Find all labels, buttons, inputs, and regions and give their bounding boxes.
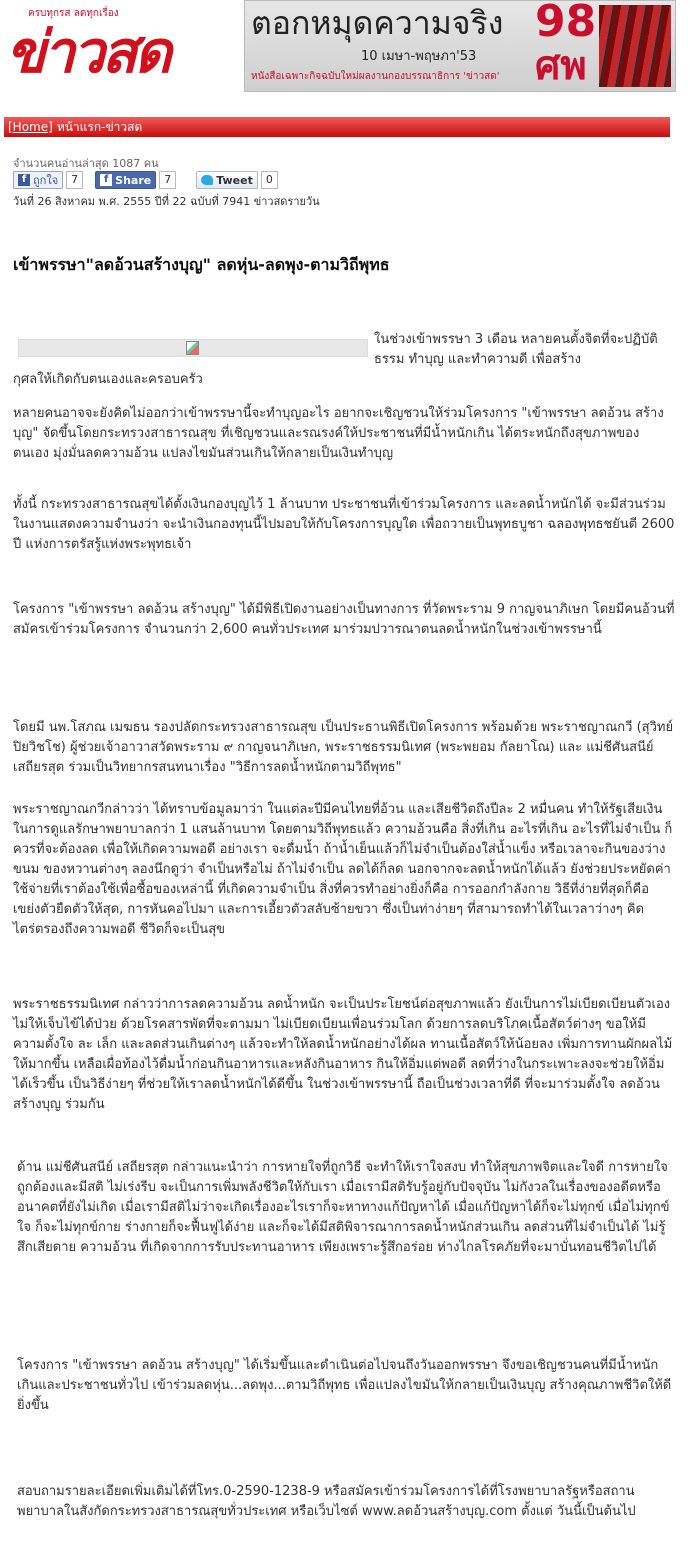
banner-title: ตอกหมุดความจริง — [251, 4, 504, 42]
article-headline: เข้าพรรษา"ลดอ้วนสร้างบุญ" ลดหุ่น-ลดพุง-ตามวิถีพุทธ — [13, 255, 390, 274]
banner-suffix: ศพ — [535, 43, 587, 89]
article-paragraph: ด้าน แม่ชีศันสนีย์ เสถียรสุต กล่าวแนะนำว่า การหายใจที่ถูกวิธี จะทำให้เราใจสงบ ทำให้สุขภาพจิตและใจดี การหายใจถูกต้องและมีสติ ไม่เร่งรีบ จะเป็นการเพิ่มพลังชีวิตให้กับเรา เมื่อเรามีสติรับรู้อยู่กับปัจจุบัน ไม่กังวลในเรื่องของอดีตหรืออนาคตที่ยังไม่เกิด เมื่อเรามีสติไม่ว่าจะเกิดเรื่องอะไรเราก็จะหาทางแก้ปัญหาได้ เมื่อแก้ปัญหาได้ก็จะไม่ทุกข์ เมื่อไม่ทุกข์ใจ ก็จะไม่ทุกข์กาย ร่างกายก็จะฟื้นฟูได้ง่าย และก็จะได้มีสติพิจารณาการลดน้ำหนักส่วนเกิน ลดส่วนที่ไม่จำเป็นได้ ไม่รู้สึกเสียดาย ความอ้วน ที่เกิดจากการรับประทานอาหาร เพียงเพราะรู้สึกอร่อย ห่างไกลโรคภัยที่จะมาบั่นทอนชีวิตไปได้ — [17, 1160, 670, 1255]
banner-number: 98 — [535, 0, 597, 47]
share-label: Share — [115, 173, 152, 187]
article-paragraph: ในช่วงเข้าพรรษา 3 เดือน หลายคนตั้งจิตที่จะปฏิบัติธรรม ทำบุญ และทำความดี เพื่อสร้าง — [374, 332, 658, 367]
logo-name: ข่าวสด — [6, 18, 169, 86]
broken-image-icon — [186, 341, 199, 355]
banner-dates: 10 เมษา-พฤษภา'53 — [361, 49, 477, 64]
article-paragraph: ทั้งนี้ กระทรวงสาธารณสุขได้ตั้งเงินกองบุญไว้ 1 ล้านบาท ประชาชนที่เข้าร่วมโครงการ และลดน้ำหนักได้ จะมีส่วนร่วมในงานแสดงความจำนงว่า จะนำเงินกองทุนนี้ไปมอบให้กับโครงการบุญใด เพื่อถวายเป็นพุทธบูชา ฉลองพุทธชยันตี 2600 ปี แห่งการตรัสรู้แห่งพระพุทธเจ้า — [13, 497, 675, 552]
breadcrumb-home-link[interactable]: [Home] — [8, 120, 53, 134]
facebook-share-button[interactable] — [95, 171, 156, 189]
article-paragraph: พระราชธรรมนิเทศ กล่าวว่าการลดความอ้วน ลดน้ำหนัก จะเป็นประโยชน์ต่อสุขภาพแล้ว ยังเป็นการไม่เบียดเบียนตัวเอง ไม่ให้เจ็บไข้ได้ป่วย ด้วยโรคสารพัดที่จะตามมา ไม่เบียดเบียนเพื่อนร่วมโลก ด้วยการลดบริโภคเนื้อสัตว์ต่างๆ ขอให้มีความตั้งใจ ละ เล็ก และลดส่วนเกินต่างๆ แล้วจะทำให้ลดน้ำหนักอย่างได้ผล ทานเนื้อสัตว์ให้น้อยลง เพิ่มการทานผักผลไม้ให้มากขึ้น เหลือเผื่อท้องไว้ดื่มน้ำก่อนกินอาหารและหลังกินอาหาร กินให้อิ่มแต่พอดี ลดที่ว่างในกระเพาะลงจะช่วยให้อิ่มได้เร็วขึ้น เป็นวิธีง่ายๆ ที่ช่วยให้เราลดน้ำหนักได้ดีขึ้น ในช่วงเข้าพรรษานี้ ถือเป็นช่วงเวลาที่ดี ที่จะมาร่วมตั้งใจ ลดอ้วน สร้างบุญ ร่วมกัน — [13, 997, 673, 1112]
facebook-like-button[interactable] — [13, 171, 63, 189]
promo-banner[interactable] — [244, 0, 676, 92]
article-paragraph: โครงการ "เข้าพรรษา ลดอ้วน สร้างบุญ" ได้เริ่มขึ้นและดำเนินต่อไปจนถึงวันออกพรรษา จึงขอเชิญชวนคนที่มีน้ำหนักเกินและประชาชนทั่วไป เข้าร่วมลดหุ่น...ลดพุง...ตามวิถีพุทธ เพื่อแปลงไขมันให้กลายเป็นเงินบุญ สร้างคุณภาพชีวิตให้ดียิ่งขึ้น — [17, 1358, 672, 1413]
facebook-icon: f — [18, 174, 30, 186]
tweet-button[interactable] — [196, 171, 258, 189]
facebook-icon: f — [100, 174, 112, 186]
logo-tagline: ครบทุกรส ลดทุกเรื่อง — [28, 8, 119, 19]
article-paragraph: โครงการ "เข้าพรรษา ลดอ้วน สร้างบุญ" ได้มีพิธีเปิดงานอย่างเป็นทางการ ที่วัดพระราม 9 กาญจนาภิเษก โดยมีคนอ้วนที่สมัครเข้าร่วมโครงการ จำนวนกว่า 2,600 คนทั่วประเทศ มาร่วมปวารณาตนลดน้ำหนักในช่วงเข้าพรรษานี้ — [13, 602, 675, 637]
book-cover-image — [599, 5, 671, 87]
article-paragraph: หลายคนอาจจะยังคิดไม่ออกว่าเข้าพรรษานี้จะทำบุญอะไร อยากจะเชิญชวนให้ร่วมโครงการ "เข้าพรรษา ลดอ้วน สร้างบุญ" จัดขึ้นโดยกระทรวงสาธารณสุข ที่เชิญชวนและรณรงค์ให้ประชาชนที่มีน้ำหนักเกิน ได้ตระหนักถึงสุขภาพของตนเอง มุ่งมั่นลดความอ้วน แปลงไขมันส่วนเกินให้กลายเป็นเงินทำบุญ — [13, 406, 664, 461]
twitter-bird-icon — [201, 175, 213, 185]
banner-subtitle: หนังสือเฉพาะกิจฉบับใหม่ผลงานกองบรรณาธิการ 'ข่าวสด' — [251, 71, 500, 82]
tweet-label: Tweet — [216, 173, 253, 187]
article-paragraph: สอบถามรายละเอียดเพิ่มเติมได้ที่โทร.0-2590-1238-9 หรือสมัครเข้าร่วมโครงการได้ที่โรงพยาบาลรัฐหรือสถานพยาบาลในสังกัดกระทรวงสาธารณสุขทั่วประเทศ หรือเว็บไซต์ www.ลดอ้วนสร้างบุญ.com ตั้งแต่ วันนี้เป็นต้นไป — [17, 1484, 636, 1519]
tweet-count: 0 — [261, 171, 278, 189]
article-paragraph: โดยมี นพ.โสภณ เมฆธน รองปลัดกระทรวงสาธารณสุข เป็นประธานพิธีเปิดโครงการ พร้อมด้วย พระราชญาณกวี (สุวิทย์ ปิยวิชโช) ผู้ช่วยเจ้าอาวาสวัดพระราม ๙ กาญจนาภิเษก, พระราชธรรมนิเทศ (พระพยอม กัลยาโณ) และ แม่ชีศันสนีย์ เสถียรสุต ร่วมเป็นวิทยากรสนทนาเรื่อง "วิธีการลดน้ำหนักตามวิถีพุทธ" — [13, 720, 674, 775]
article-paragraph: กุศลให้เกิดกับตนเองและครอบครัว — [13, 372, 203, 387]
social-bar — [13, 170, 284, 190]
issue-info: วันที่ 26 สิงหาคม พ.ศ. 2555 ปีที่ 22 ฉบับที่ 7941 ข่าวสดรายวัน — [13, 195, 320, 208]
article-image-placeholder — [18, 339, 368, 357]
like-count: 7 — [66, 171, 83, 189]
read-count: จำนวนคนอ่านล่าสุด 1087 คน — [13, 157, 159, 170]
breadcrumb-current: หน้าแรก-ข่าวสด — [56, 120, 143, 134]
like-label: ถูกใจ — [33, 174, 59, 187]
breadcrumb — [4, 117, 670, 137]
share-count: 7 — [159, 171, 176, 189]
site-logo[interactable] — [6, 4, 230, 94]
article-paragraph: พระราชญาณกวีกล่าวว่า ได้ทราบข้อมูลมาว่า ในแต่ละปีมีคนไทยที่อ้วน และเสียชีวิตถึงปีละ 2 หมื่นคน ทำให้รัฐเสียเงินในการดูแลรักษาพยาบาลกว่า 1 แสนล้านบาท โดยตามวิถีพุทธแล้ว ความอ้วนคือ สิ่งที่เกิน อะไรที่เกิน อะไรที่ไม่จำเป็น ก็ควรที่จะต้องลด เพื่อให้เกิดความพอดี อย่างเรา จะดื่มน้ำ ถ้าน้ำเย็นแล้วก็ไม่จำเป็นต้องใส่น้ำแข็ง หรือเวลาจะกินของว่าง ขนม ของหวานต่างๆ ลองนึกดูว่า จำเป็นหรือไม่ ถ้าไม่จำเป็น ลดได้ก็ลด นอกจากจะลดน้ำหนักได้แล้ว ยังช่วยประหยัดค่าใช้จ่ายที่เราต้องใช้เพื่อซื้อของเหล่านี้ ที่เกิดความจำเป็น สิ่งที่ควรทำอย่างยิ่งก็คือ การออกกำลังกาย วิธีที่ง่ายที่สุดก็คือ เขย่งตัวยืดตัวให้สุด, การหันคอไปมา และการเอี้ยวตัวสลับซ้ายขวา ซึ่งเป็นท่าง่ายๆ ที่สามารถทำได้ในเวลาว่างๆ คิดไตร่ตรองถึงความพอดี ชีวิตก็จะเป็นสุข — [13, 802, 673, 937]
